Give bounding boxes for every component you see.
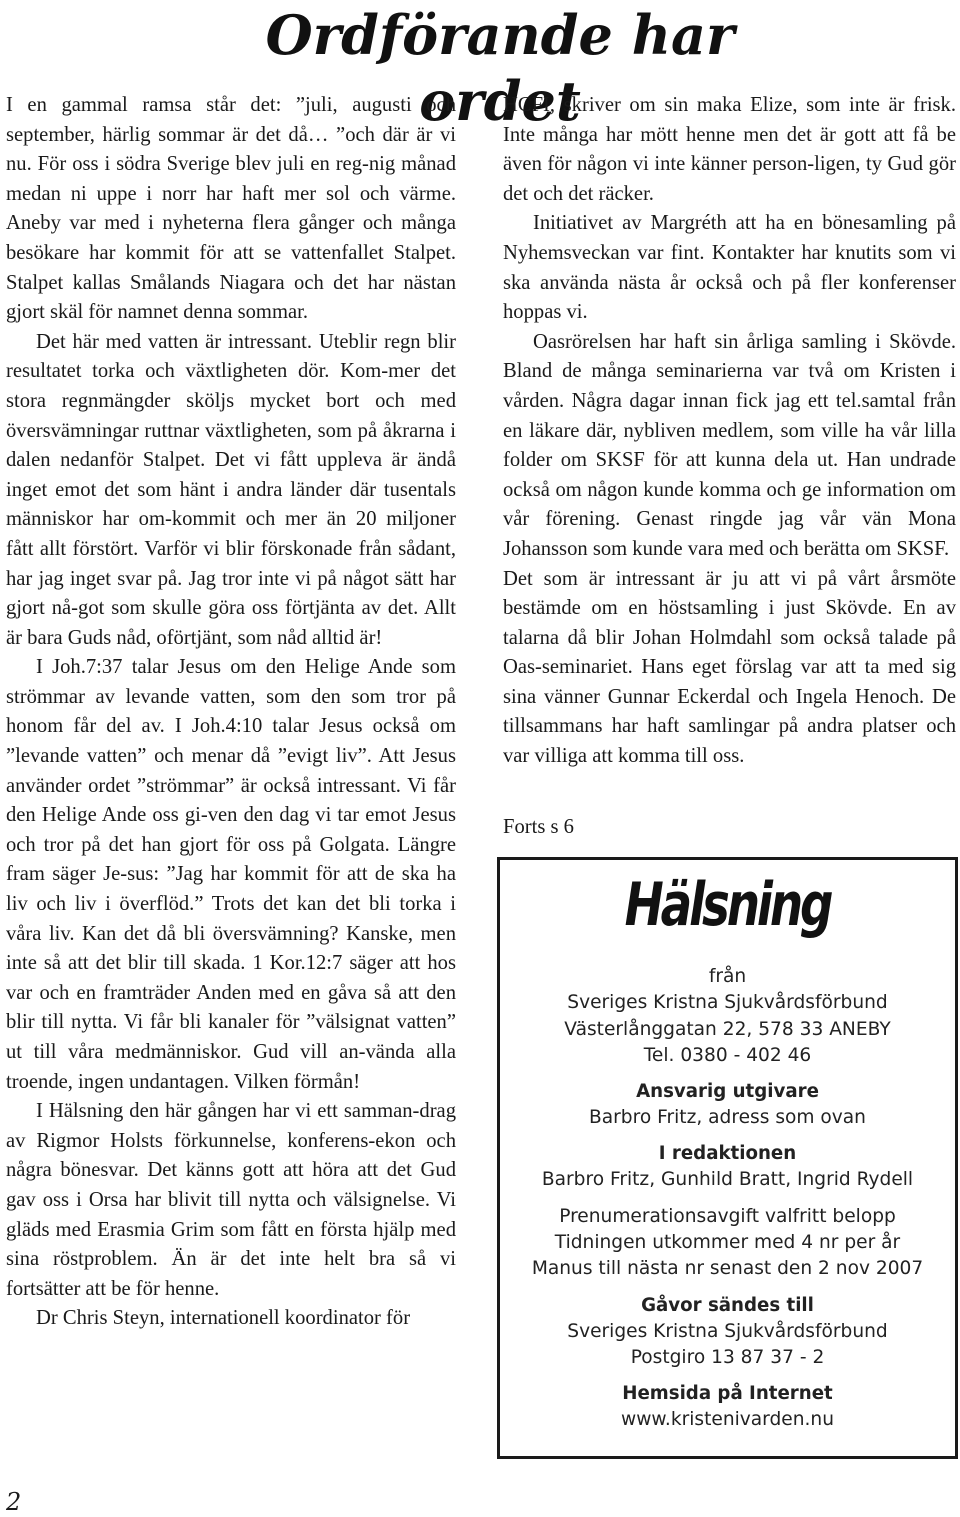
- page-number: 2: [6, 1488, 22, 1516]
- masthead-box: [497, 857, 958, 1459]
- subscription-fee: Prenumerationsavgift valfritt belopp: [559, 1205, 896, 1227]
- editorial-staff: Barbro Fritz, Gunhild Bratt, Ingrid Rydell: [541, 1169, 914, 1191]
- postgiro: Postgiro 13 87 37 - 2: [630, 1346, 825, 1368]
- halsning-logo: Hälsning: [624, 870, 831, 940]
- page-title: Ordförande har ordet: [265, 3, 735, 133]
- donations-organization: Sveriges Kristna Sjukvårdsförbund: [567, 1320, 888, 1342]
- publisher-heading: Ansvarig utgivare: [636, 1081, 819, 1103]
- article-column-right: [503, 91, 956, 772]
- paragraph: I Joh.7:37 talar Jesus om den Helige Ande som strömmar av levande vatten, som den som tror på honom får del av. I Joh.4:10 talar Jesus också om ”levande vatten” och menar då ”evigt liv”. Att Jesus använder ordet ”strömmar” är också intressant. Vi får den Helige Ande oss gi-ven den dag vi tar emot Jesus och tror på det han gjort för oss på Golgata. Längre fram säger Je-sus: ”Jag har kommit för att de ska ha liv och liv i överflöd.” Trots det kan det bli torka i våra liv. Kan det då bli översvämning? Kanske, men inte så att det blir till skada. 1 Kor.12:7 säger att hos var och en framträder Anden med en gåva så att den blir till nytta. Vi får bli kanaler för ”välsignat vatten” ut till våra medmänniskor. Gud vill an-vända alla troende, ingen undantagen. Vilken förmån!: [6, 656, 456, 1093]
- website-url[interactable]: www.kristenivarden.nu: [621, 1409, 834, 1431]
- paragraph: I Hälsning den här gången har vi ett samman-drag av Rigmor Holsts förkunnelse, konferens-ekon och några bönesvar. Det känns gott att höra att det Gud gav oss i Orsa har blivit till nytta och välsignelse. Vi gläds med Erasmia Grim som fått en första hjälp med sina röstproblem. Än är det inte helt bra så vi fortsätter att be för henne.: [6, 1100, 456, 1300]
- editorial-heading: I redaktionen: [658, 1143, 797, 1165]
- paragraph: HCFI, skriver om sin maka Elize, som inte är frisk. Inte många har mött henne men det är gott att få be även för någon vi inte känner person-ligen, ty Gud gör det och det räcker.: [503, 94, 956, 205]
- paragraph: Det här med vatten är intressant. Uteblir regn blir resultatet torka och växtligheten dör. Kom-mer det stora regnmängder sköljs mycket bort och med översvämningar ruttnar växtligheten, som på åkrarna i dalen nedanför Stalpet. Det vi fått uppleva är ändå inget emot det som hänt i andra länder där tusentals människor har om-kommit och mer än 20 miljoner fått allt förstört. Varför vi blir förskonade från sådant, har jag inget svar på. Jag tror inte vi på något sätt har gjort nå-got som skulle göra oss förtjänta av det. Allt är bara Guds nåd, oförtjänt, som nåd alltid är!: [6, 330, 456, 649]
- paragraph: Det som är intressant är ju att vi på vårt årsmöte bestämde om en höstsamling i just Skövde. En av talarna då blir Johan Holmdahl som också talade på Oas-seminariet. Hans eget förslag var att ta med sig sina vänner Gunnar Eckerdal och Ingela Henoch. De tillsammans har haft samlingar på andra platser och var villiga att komma till oss.: [503, 567, 956, 768]
- paragraph: Initiativet av Margréth att ha en bönesamling på Nyhemsveckan var fint. Kontakter har knutits som vi ska använda nästa år också och på fler konferenser hoppas vi.: [503, 212, 956, 324]
- donations-heading: Gåvor sändes till: [641, 1294, 814, 1316]
- paragraph: Dr Chris Steyn, internationell koordinator för: [36, 1307, 411, 1330]
- manuscript-deadline: Manus till nästa nr senast den 2 nov 2007: [531, 1258, 924, 1280]
- continued-note: Forts s 6: [503, 816, 574, 838]
- paragraph: Oasrörelsen har haft sin årliga samling i Skövde. Bland de många seminarierna var två om Kristen i vården. Några dagar innan fick jag ett tel.samtal från en läkare där, nybliven medlem, som ville ha vår lilla folder om SKSF för att kunna dela ut. Han undrade också om någon kunde komma och ge information om vår förening. Genast ringde jag vår vän Mona Johansson som kunde vara med och berätta om SKSF.: [503, 330, 956, 560]
- organization-name: Sveriges Kristna Sjukvårdsförbund: [567, 992, 888, 1014]
- website-heading: Hemsida på Internet: [622, 1383, 833, 1405]
- address: Västerlånggatan 22, 578 33 ANEBY: [564, 1018, 891, 1040]
- publisher: Barbro Fritz, adress som ovan: [589, 1107, 866, 1129]
- phone: Tel. 0380 - 402 46: [643, 1044, 812, 1066]
- article-column-left: [6, 91, 456, 1334]
- paragraph: I en gammal ramsa står det: ”juli, augusti och september, härlig sommar är det då… ”och där är vi nu. För oss i södra Sverige blev juli en reg-nig månad medan ni uppe i norr har haft mer sol och värme. Aneby var med i nyheterna flera gånger och många besökare har kommit för att se vattenfallet Stalpet. Stalpet kallas Smålands Niagara och det har nästan gjort skäl för namnet denna sommar.: [6, 94, 456, 324]
- from-label: från: [708, 966, 747, 987]
- issue-frequency: Tidningen utkommer med 4 nr per år: [554, 1232, 901, 1254]
